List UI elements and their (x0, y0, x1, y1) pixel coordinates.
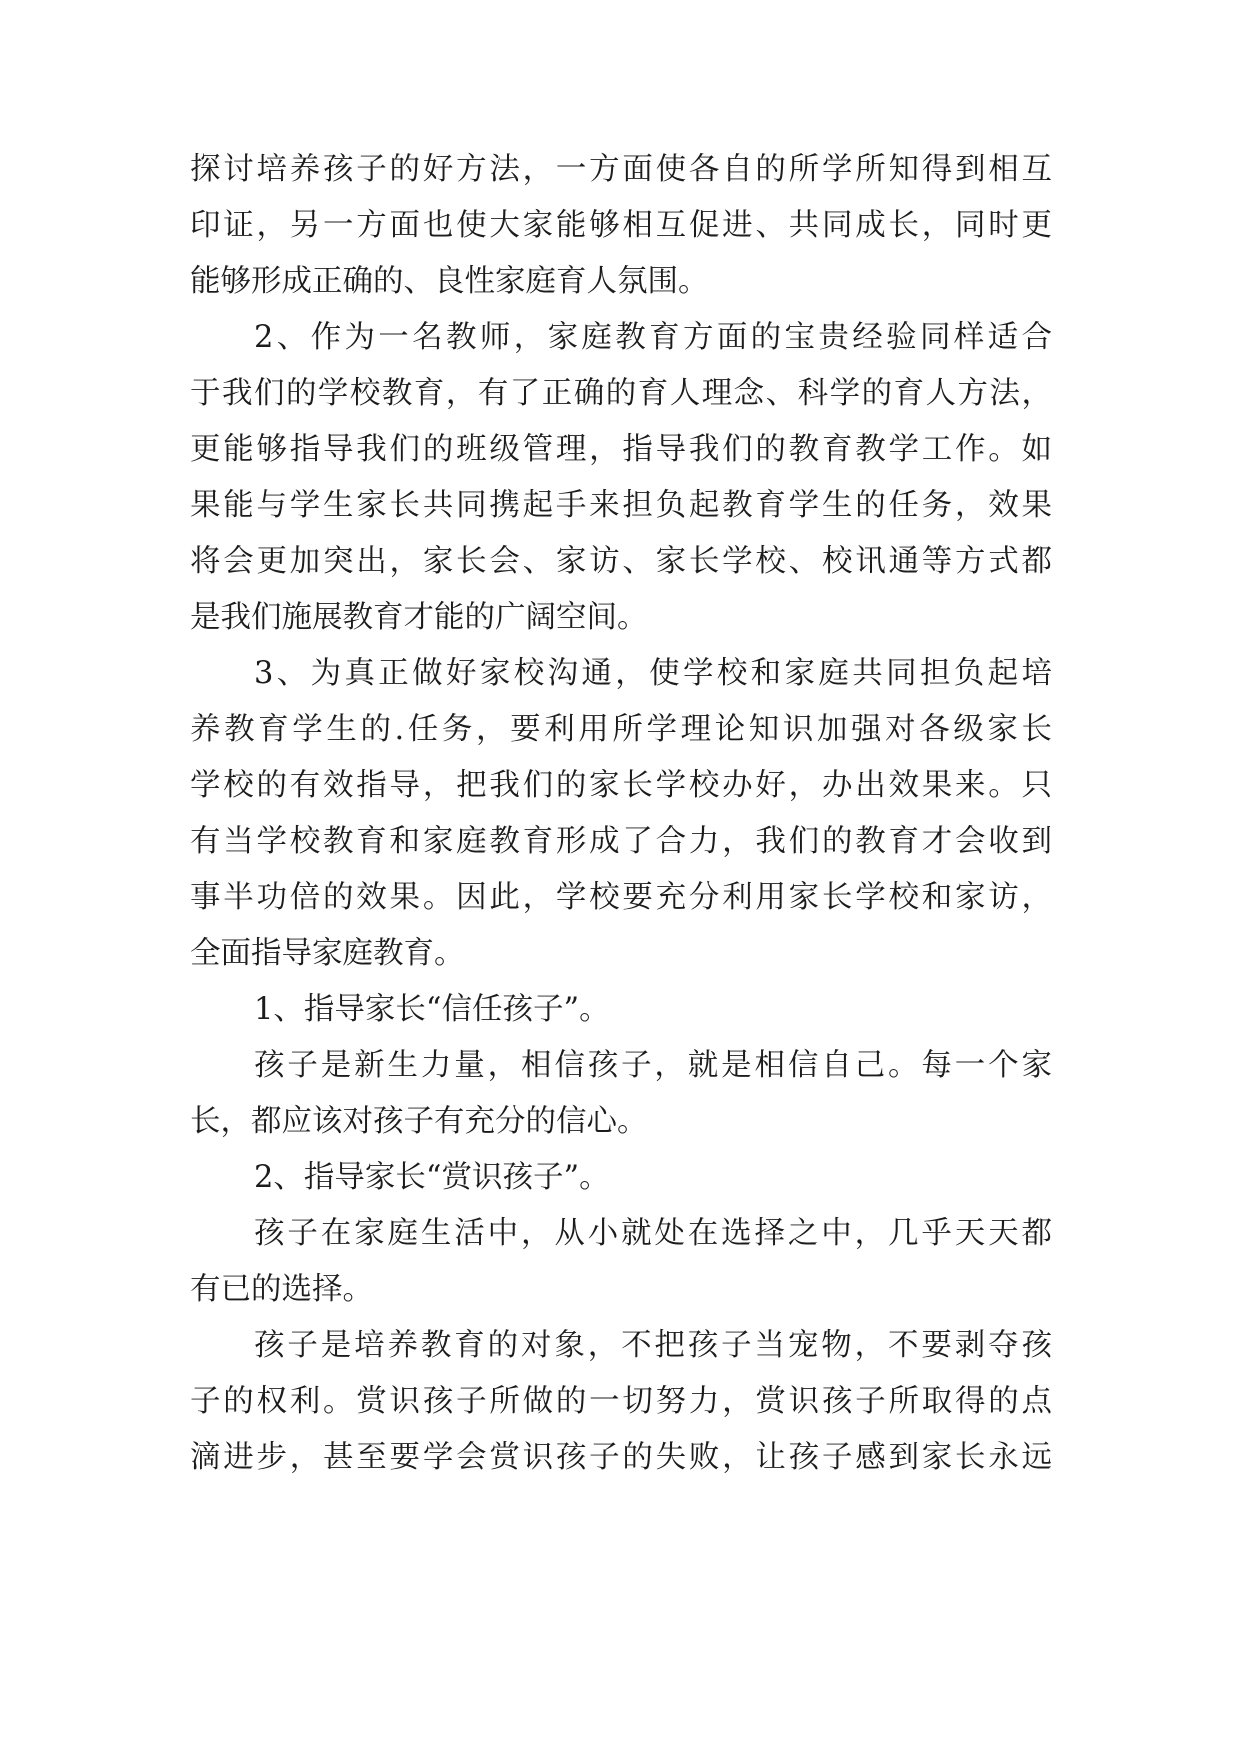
text-line: 印证，另一方面也使大家能够相互促进、共同成长，同时更 (190, 208, 1052, 243)
text-line: 滴进步，甚至要学会赏识孩子的失败，让孩子感到家长永远 (190, 1440, 1052, 1475)
text-line: 能够形成正确的、良性家庭育人氛围。 (190, 264, 709, 299)
text-line: 探讨培养孩子的好方法，一方面使各自的所学所知得到相互 (190, 152, 1052, 187)
text-line: 孩子是新生力量，相信孩子，就是相信自己。每一个家 (254, 1048, 1052, 1083)
text-line: 果能与学生家长共同携起手来担负起教育学生的任务，效果 (190, 488, 1052, 523)
text-line: 将会更加突出，家长会、家访、家长学校、校讯通等方式都 (190, 544, 1052, 579)
text-line: 2、指导家长“赏识孩子”。 (254, 1160, 610, 1195)
text-line: 1、指导家长“信任孩子”。 (254, 992, 610, 1027)
text-line: 长，都应该对孩子有充分的信心。 (190, 1104, 648, 1139)
text-line: 更能够指导我们的班级管理，指导我们的教育教学工作。如 (190, 432, 1052, 467)
text-line: 孩子是培养教育的对象，不把孩子当宠物，不要剥夺孩 (254, 1328, 1052, 1363)
text-line: 养教育学生的.任务，要利用所学理论知识加强对各级家长 (190, 712, 1052, 747)
text-line: 3、为真正做好家校沟通，使学校和家庭共同担负起培 (254, 656, 1052, 691)
text-line: 是我们施展教育才能的广阔空间。 (190, 600, 648, 635)
text-line: 全面指导家庭教育。 (190, 936, 465, 971)
text-line: 学校的有效指导，把我们的家长学校办好，办出效果来。只 (190, 768, 1052, 803)
text-line: 有当学校教育和家庭教育形成了合力，我们的教育才会收到 (190, 824, 1052, 859)
text-line: 子的权利。赏识孩子所做的一切努力，赏识孩子所取得的点 (190, 1384, 1052, 1419)
text-line: 于我们的学校教育，有了正确的育人理念、科学的育人方法， (190, 376, 1052, 411)
text-line: 有已的选择。 (190, 1272, 373, 1307)
text-line: 孩子在家庭生活中，从小就处在选择之中，几乎天天都 (254, 1216, 1052, 1251)
text-line: 事半功倍的效果。因此，学校要充分利用家长学校和家访， (190, 880, 1052, 915)
text-line: 2、作为一名教师，家庭教育方面的宝贵经验同样适合 (254, 320, 1052, 355)
